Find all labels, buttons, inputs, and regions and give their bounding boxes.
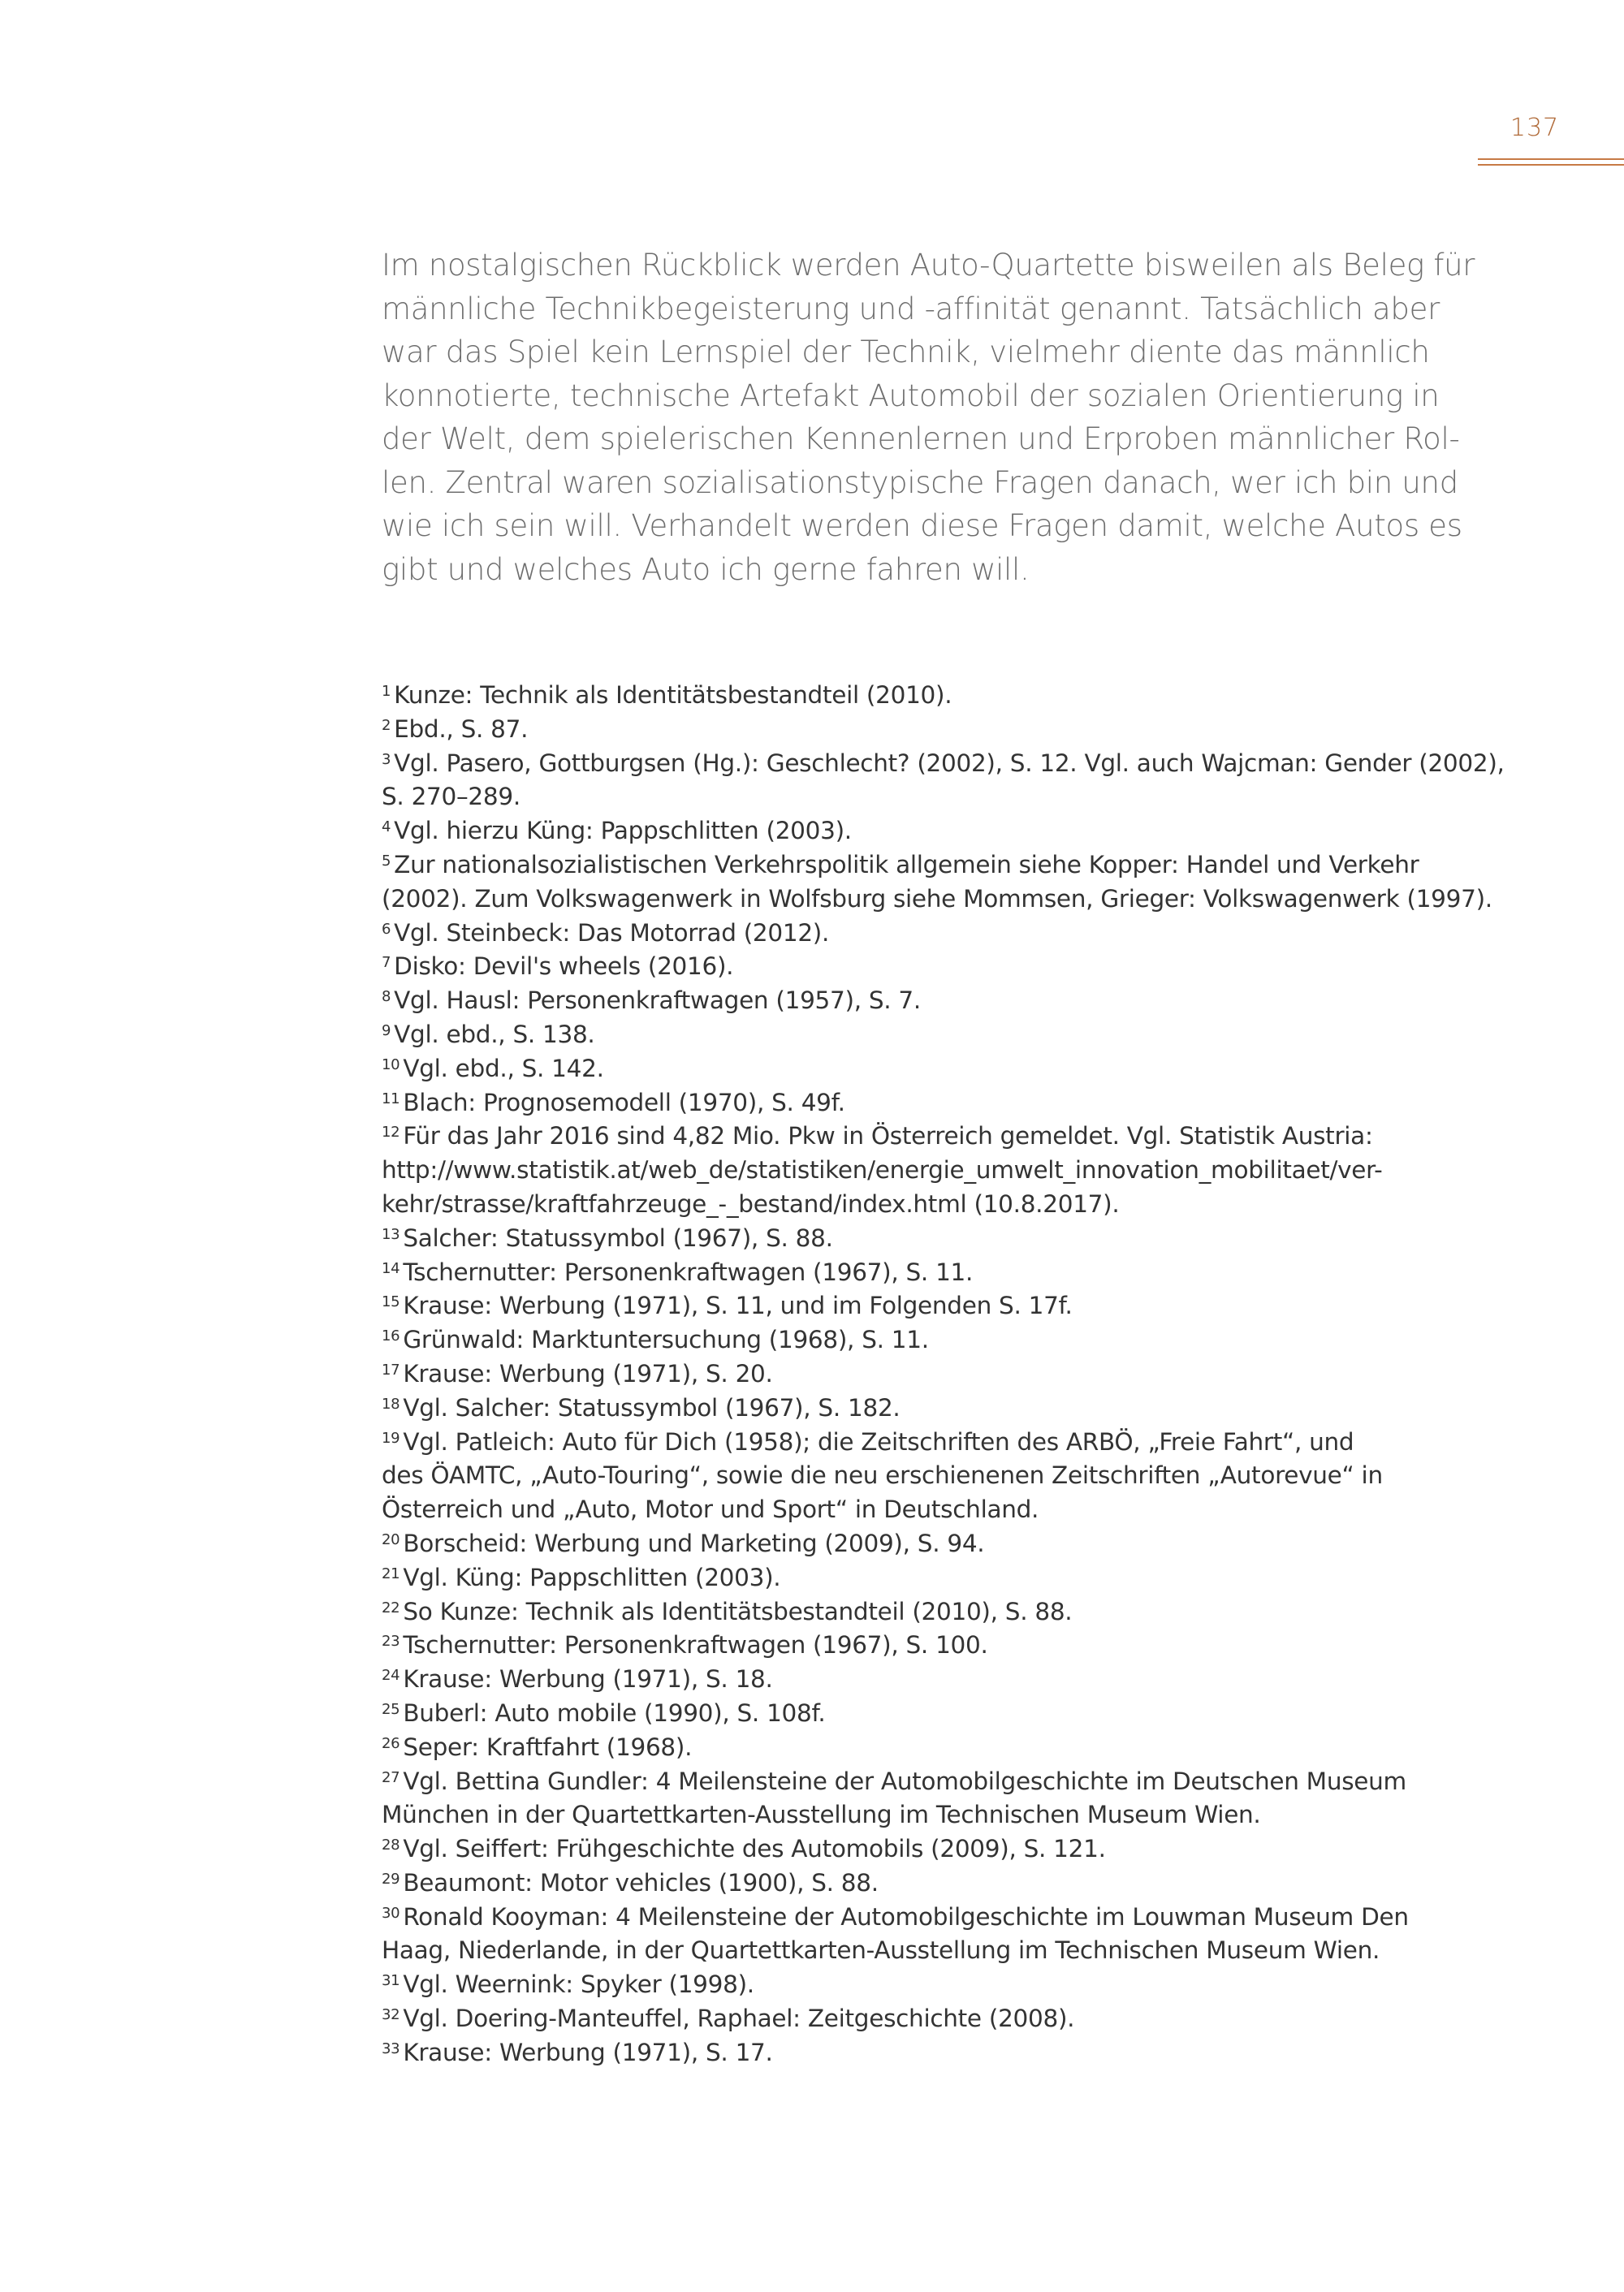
footnote-line xyxy=(382,1697,1470,1731)
footnote-line xyxy=(382,1256,1470,1290)
footnote-item xyxy=(382,1256,1470,1290)
footnote-item xyxy=(382,1289,1470,1323)
footnote-text: Seper: Kraftfahrt (1968). xyxy=(403,1733,693,1761)
footnote-item xyxy=(382,1731,1470,1765)
footnote-line xyxy=(382,1323,1470,1358)
footnote-line xyxy=(382,1901,1470,1935)
footnote-item xyxy=(382,1052,1470,1086)
body-paragraph xyxy=(382,244,1475,591)
footnote-item xyxy=(382,917,1470,951)
footnote-line xyxy=(382,1867,1470,1901)
footnote-line xyxy=(382,1798,1470,1832)
footnote-line xyxy=(382,917,1470,951)
footnote-number: 25 xyxy=(382,1700,400,1718)
footnote-line xyxy=(382,1459,1470,1493)
body-line: war das Spiel kein Lernspiel der Technik, vielmehr diente das männlich xyxy=(382,335,1430,369)
footnote-number: 24 xyxy=(382,1667,400,1685)
footnote-number: 13 xyxy=(382,1225,400,1243)
footnote-text: So Kunze: Technik als Identitätsbestandteil (2010), S. 88. xyxy=(403,1597,1073,1625)
footnote-text: Krause: Werbung (1971), S. 17. xyxy=(403,2038,773,2066)
footnote-text: Für das Jahr 2016 sind 4,82 Mio. Pkw in Österreich gemeldet. Vgl. Statistik Austria: xyxy=(403,1122,1373,1150)
footnote-item xyxy=(382,1358,1470,1392)
footnote-text: Grünwald: Marktuntersuchung (1968), S. 11. xyxy=(403,1326,929,1354)
body-line: der Welt, dem spielerischen Kennenlernen und Erproben männlicher Rol- xyxy=(382,421,1460,456)
footnote-item xyxy=(382,1663,1470,1697)
body-line: konnotierte, technische Artefakt Automobil der sozialen Orientierung in xyxy=(382,378,1440,413)
footnote-number: 1 xyxy=(382,683,391,700)
footnote-text: Vgl. Weernink: Spyker (1998). xyxy=(403,1970,754,1999)
footnote-line xyxy=(382,1629,1470,1663)
footnote-number: 3 xyxy=(382,750,391,768)
footnote-text: Ebd., S. 87. xyxy=(394,714,529,743)
footnote-number: 29 xyxy=(382,1870,400,1888)
footnote-line xyxy=(382,1426,1470,1460)
footnote-line xyxy=(382,1052,1470,1086)
footnote-text: des ÖAMTC, „Auto-Touring“, sowie die neu erschienenen Zeitschriften „Autorevue“ in xyxy=(382,1461,1383,1490)
footnote-number: 33 xyxy=(382,2039,400,2057)
footnote-item xyxy=(382,848,1492,917)
footnote-number: 5 xyxy=(382,852,391,870)
footnote-item xyxy=(382,1901,1470,1969)
footnote-line xyxy=(382,713,1470,747)
footnote-item xyxy=(382,1426,1470,1527)
footnote-line xyxy=(382,2002,1470,2036)
footnote-number: 23 xyxy=(382,1633,400,1651)
footnote-text: Zur nationalsozialistischen Verkehrspolitik allgemein siehe Kopper: Handel und Verkehr xyxy=(394,850,1419,878)
footnote-line xyxy=(382,1663,1470,1697)
footnote-number: 28 xyxy=(382,1837,400,1854)
footnote-text: Buberl: Auto mobile (1990), S. 108f. xyxy=(403,1698,826,1727)
footnote-line xyxy=(382,1765,1470,1799)
footnote-text: Ronald Kooyman: 4 Meilensteine der Automobilgeschichte im Louwman Museum Den xyxy=(403,1902,1409,1931)
footnote-text: Vgl. Salcher: Statussymbol (1967), S. 182. xyxy=(403,1393,901,1422)
footnote-number: 31 xyxy=(382,1972,400,1990)
footnote-number: 14 xyxy=(382,1259,400,1277)
footnote-line xyxy=(382,747,1505,781)
footnote-line xyxy=(382,950,1470,984)
footnote-number: 16 xyxy=(382,1327,400,1345)
body-line: männliche Technikbegeisterung und -affinität genannt. Tatsächlich aber xyxy=(382,291,1440,326)
footnote-number: 8 xyxy=(382,988,391,1006)
footnote-item xyxy=(382,1561,1470,1595)
footnote-line xyxy=(382,780,1470,814)
footnote-number: 2 xyxy=(382,716,391,734)
footnote-line xyxy=(382,1968,1470,2002)
footnote-text: Borscheid: Werbung und Marketing (2009), S. 94. xyxy=(403,1529,985,1557)
footnote-text: (2002). Zum Volkswagenwerk in Wolfsburg siehe Mommsen, Grieger: Volkswagenwerk (1997). xyxy=(382,884,1492,913)
footnote-item xyxy=(382,1527,1470,1561)
footnote-line xyxy=(382,883,1492,917)
footnote-line xyxy=(382,1527,1470,1561)
footnote-item xyxy=(382,950,1470,984)
footnote-line xyxy=(382,2036,1470,2070)
footnote-item xyxy=(382,1765,1470,1833)
footnote-line xyxy=(382,848,1470,883)
footnote-item xyxy=(382,814,1470,848)
footnote-text: Vgl. Bettina Gundler: 4 Meilensteine der Automobilgeschichte im Deutschen Museum xyxy=(403,1767,1406,1795)
footnote-text: Salcher: Statussymbol (1967), S. 88. xyxy=(403,1224,833,1252)
footnote-item xyxy=(382,2036,1470,2070)
footnote-line xyxy=(382,1289,1470,1323)
footnote-item xyxy=(382,1867,1470,1901)
footnote-text: Vgl. Doering-Manteuffel, Raphael: Zeitgeschichte (2008). xyxy=(403,2005,1075,2033)
footnote-text: Vgl. Steinbeck: Das Motorrad (2012). xyxy=(394,918,830,947)
header-rule-top xyxy=(1478,158,1624,160)
footnote-text: Krause: Werbung (1971), S. 20. xyxy=(403,1359,773,1388)
header-rule-bottom xyxy=(1478,164,1624,166)
footnote-item xyxy=(382,679,1470,713)
footnote-item xyxy=(382,1323,1470,1358)
footnote-line xyxy=(382,1154,1470,1188)
footnote-line xyxy=(382,679,1470,713)
footnote-number: 11 xyxy=(382,1090,400,1107)
footnote-item xyxy=(382,1629,1470,1663)
footnote-text: http://www.statistik.at/web_de/statistiken/energie_umwelt_innovation_mobilitaet/ver- xyxy=(382,1156,1383,1185)
footnote-line xyxy=(382,1358,1470,1392)
footnote-number: 32 xyxy=(382,2006,400,2024)
footnote-text: Vgl. Patleich: Auto für Dich (1958); die Zeitschriften des ARBÖ, „Freie Fahrt“, und xyxy=(403,1427,1354,1456)
footnote-number: 10 xyxy=(382,1055,400,1073)
footnote-line xyxy=(382,984,1470,1018)
footnote-text: kehr/strasse/kraftfahrzeuge_-_bestand/index.html (10.8.2017). xyxy=(382,1189,1120,1218)
footnote-text: Österreich und „Auto, Motor und Sport“ in Deutschland. xyxy=(382,1496,1039,1524)
footnote-text: Tschernutter: Personenkraftwagen (1967), S. 100. xyxy=(403,1631,988,1660)
body-line: gibt und welches Auto ich gerne fahren will. xyxy=(382,551,1030,587)
footnote-number: 9 xyxy=(382,1021,391,1039)
footnote-text: Vgl. Hausl: Personenkraftwagen (1957), S. 7. xyxy=(394,986,921,1015)
footnote-number: 22 xyxy=(382,1599,400,1616)
footnote-number: 18 xyxy=(382,1395,400,1413)
footnote-text: Blach: Prognosemodell (1970), S. 49f. xyxy=(403,1088,845,1116)
footnote-text: Kunze: Technik als Identitätsbestandteil (2010). xyxy=(394,681,952,709)
footnote-text: München in der Quartettkarten-Ausstellung im Technischen Museum Wien. xyxy=(382,1801,1261,1829)
footnote-number: 20 xyxy=(382,1530,400,1548)
footnote-item xyxy=(382,2002,1470,2036)
footnote-item xyxy=(382,1018,1470,1052)
footnote-number: 19 xyxy=(382,1429,400,1447)
footnote-text: Haag, Niederlande, in der Quartettkarten-Ausstellung im Technischen Museum Wien. xyxy=(382,1936,1380,1965)
footnote-text: Vgl. ebd., S. 138. xyxy=(394,1020,595,1048)
footnote-item xyxy=(382,1595,1470,1629)
footnote-line xyxy=(382,1018,1470,1052)
body-line: Im nostalgischen Rückblick werden Auto-Quartette bisweilen als Beleg für xyxy=(382,248,1475,283)
footnote-number: 4 xyxy=(382,818,391,836)
footnote-line xyxy=(382,1188,1470,1222)
footnote-line xyxy=(382,1595,1470,1629)
footnote-text: Vgl. Küng: Pappschlitten (2003). xyxy=(403,1563,781,1591)
footnote-text: Beaumont: Motor vehicles (1900), S. 88. xyxy=(403,1868,879,1897)
footnote-text: Disko: Devil's wheels (2016). xyxy=(394,952,734,981)
footnote-item xyxy=(382,747,1505,815)
footnote-line xyxy=(382,1086,1470,1120)
footnotes-list xyxy=(382,679,1505,2070)
footnote-line xyxy=(382,1832,1470,1867)
footnote-text: Tschernutter: Personenkraftwagen (1967), S. 11. xyxy=(403,1258,974,1286)
footnote-item xyxy=(382,984,1470,1018)
footnote-number: 27 xyxy=(382,1768,400,1786)
footnote-number: 7 xyxy=(382,954,391,972)
footnote-line xyxy=(382,1222,1470,1256)
footnote-number: 17 xyxy=(382,1361,400,1379)
footnote-text: Vgl. ebd., S. 142. xyxy=(403,1054,604,1082)
footnote-text: Krause: Werbung (1971), S. 11, und im Folgenden S. 17f. xyxy=(403,1292,1073,1320)
body-line: len. Zentral waren sozialisationstypische Fragen danach, wer ich bin und xyxy=(382,464,1458,500)
footnote-text: Vgl. Seiffert: Frühgeschichte des Automobils (2009), S. 121. xyxy=(403,1835,1106,1863)
footnote-text: S. 270–289. xyxy=(382,783,520,811)
footnote-text: Krause: Werbung (1971), S. 18. xyxy=(403,1665,773,1694)
footnote-number: 26 xyxy=(382,1734,400,1752)
footnote-number: 12 xyxy=(382,1124,400,1142)
footnote-line xyxy=(382,1934,1470,1968)
footnote-number: 6 xyxy=(382,920,391,938)
footnote-line xyxy=(382,814,1470,848)
footnote-item xyxy=(382,1222,1470,1256)
page-number: 137 xyxy=(1510,114,1560,142)
footnote-line xyxy=(382,1561,1470,1595)
footnote-line xyxy=(382,1493,1470,1527)
footnote-number: 21 xyxy=(382,1565,400,1582)
footnote-line xyxy=(382,1731,1470,1765)
footnote-number: 15 xyxy=(382,1293,400,1311)
footnote-line xyxy=(382,1120,1470,1154)
footnote-item xyxy=(382,1832,1470,1867)
footnote-item xyxy=(382,1086,1470,1120)
footnote-item xyxy=(382,1697,1470,1731)
footnote-item xyxy=(382,713,1470,747)
footnote-text: Vgl. hierzu Küng: Pappschlitten (2003). xyxy=(394,817,852,845)
body-line: wie ich sein will. Verhandelt werden diese Fragen damit, welche Autos es xyxy=(382,508,1462,543)
footnote-text: Vgl. Pasero, Gottburgsen (Hg.): Geschlecht? (2002), S. 12. Vgl. auch Wajcman: Gender (2002), xyxy=(394,749,1505,777)
footnote-number: 30 xyxy=(382,1904,400,1922)
footnote-item xyxy=(382,1120,1470,1221)
footnote-item xyxy=(382,1968,1470,2002)
footnote-line xyxy=(382,1392,1470,1426)
footnote-item xyxy=(382,1392,1470,1426)
